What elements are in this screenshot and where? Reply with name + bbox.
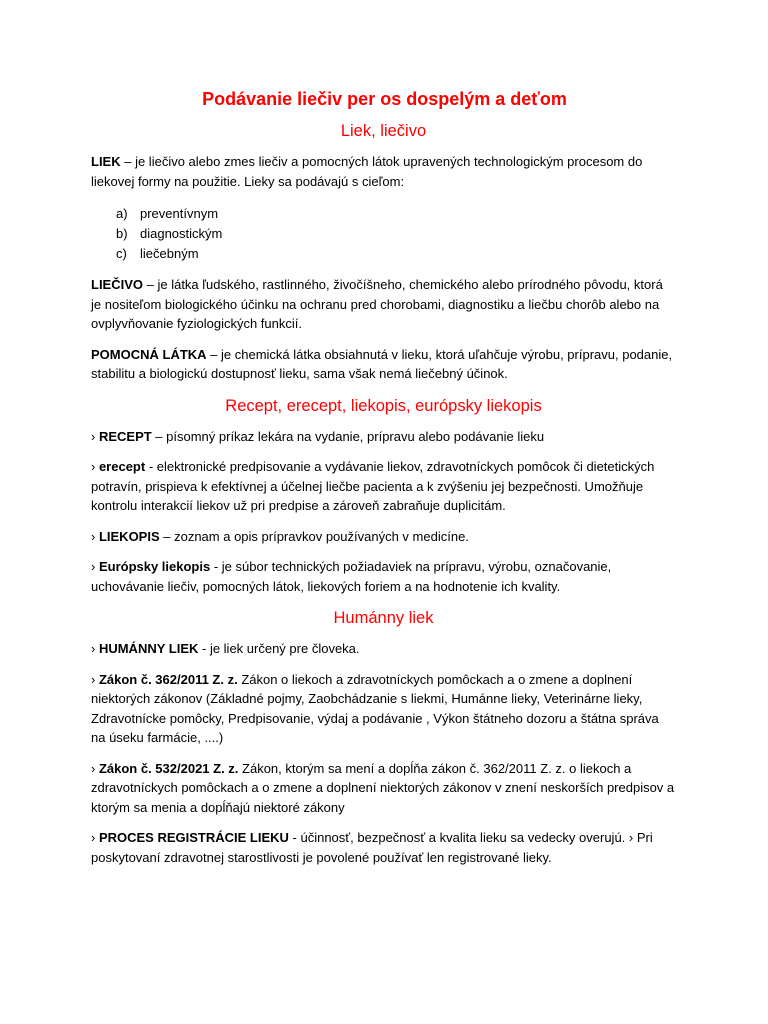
definition-liecivo xyxy=(91,275,676,334)
bullet-marker: › xyxy=(91,428,99,444)
definition-humanny-liek-text: - je liek určený pre človeka. xyxy=(198,641,360,656)
term-liecivo: LIEČIVO xyxy=(91,277,144,292)
bullet-marker: › xyxy=(91,671,99,687)
definition-recept-text: – písomný príkaz lekára na vydanie, prípravu alebo podávanie lieku xyxy=(151,428,545,444)
definition-pomocna-latka xyxy=(91,345,676,384)
list-item-label: diagnostickým xyxy=(140,226,223,241)
definition-europsky-liekopis-text: - je súbor technických požiadaviek na prípravu, výrobu, označovanie, uchovávanie liečiv, pomocných látok, liekových foriem a na hodnotenie ich kvality. xyxy=(91,559,612,594)
bullet-marker: › xyxy=(91,559,99,574)
definition-liek-text: – je liečivo alebo zmes liečiv a pomocných látok upravených technologickým procesom do liekovej formy na použitie. Lieky sa podávajú s cieľom: xyxy=(91,154,643,189)
bullet-marker: › xyxy=(91,641,99,656)
term-liekopis: LIEKOPIS xyxy=(98,528,160,544)
definition-europsky-liekopis xyxy=(91,557,676,596)
law-532-2021-text: Zákon, ktorým sa mení a dopĺňa zákon č. 362/2011 Z. z. o liekoch a zdravotníckych pomôckach a o zmene a doplnení niektorých zákonov v znení neskorších predpisov a ktorým sa menia a dopĺňajú niektoré zákony xyxy=(91,760,675,815)
term-proces-registracie: PROCES REGISTRÁCIE LIEKU xyxy=(98,830,289,845)
bullet-marker: › xyxy=(91,459,99,474)
list-item-label: preventívnym xyxy=(140,206,219,221)
term-humanny-liek: HUMÁNNY LIEK xyxy=(98,641,199,656)
definition-liecivo-text: – je látka ľudského, rastlinného, živočíšneho, chemického alebo prírodného pôvodu, ktorá je nositeľom biologického účinku na ochranu pred chorobami, diagnostiku a liečbu chorôb alebo na ovplyvňovanie fyziologických funkcií. xyxy=(91,277,663,331)
definition-proces-registracie xyxy=(91,828,676,867)
definition-proces-registracie-text: - účinnosť, bezpečnosť a kvalita lieku sa vedecky overujú. › Pri poskytovaní zdravotnej starostlivosti je povolené používať len registrované lieky. xyxy=(91,830,653,865)
term-recept: RECEPT xyxy=(98,428,152,444)
law-362-2011 xyxy=(91,670,676,748)
bullet-marker: › xyxy=(91,760,99,776)
definition-erecept-text: - elektronické predpisovanie a vydávanie liekov, zdravotníckych pomôcok či dietetických potravín, prispieva k efektívnej a účelnej liečbe pacienta a k zvýšeniu jej bezpečnosti. Umožňuje kontrolu interakcií liekov už pri predpise a zároveň zabraňuje duplicitám. xyxy=(91,459,655,513)
list-item-marker: b) xyxy=(116,226,128,241)
law-362-2011-text: Zákon o liekoch a zdravotníckych pomôckach a o zmene a doplnení niektorých zákonov (Základné pojmy, Zaobchádzanie s liekmi, Humánne lieky, Veterinárne lieky, Zdravotnícke pomôcky, Predpisovanie, výdaj a podávanie , Výkon štátneho dozoru a štátna správa na úseku farmácie, ....) xyxy=(91,671,659,745)
definition-erecept xyxy=(91,457,676,516)
list-item-marker: c) xyxy=(116,246,127,261)
purpose-list xyxy=(91,204,676,264)
term-liek: LIEK xyxy=(91,154,121,169)
bullet-marker: › xyxy=(91,528,99,544)
bullet-marker: › xyxy=(91,830,99,845)
list-item xyxy=(116,224,676,244)
list-item-label: liečebným xyxy=(140,246,199,261)
definition-liekopis xyxy=(91,527,676,547)
list-item-marker: a) xyxy=(116,206,128,221)
term-pomocna-latka: POMOCNÁ LÁTKA xyxy=(91,346,207,362)
section-heading-recept: Recept, erecept, liekopis, európsky liekopis xyxy=(225,396,542,415)
term-erecept: erecept xyxy=(98,459,146,474)
term-europsky-liekopis: Európsky liekopis xyxy=(98,559,211,574)
definition-humanny-liek xyxy=(91,639,676,659)
document-title: Podávanie liečiv per os dospelým a deťom xyxy=(202,89,567,109)
definition-pomocna-latka-text: – je chemická látka obsiahnutá v lieku, ktorá uľahčuje výrobu, prípravu, podanie, stabilitu a biologickú dostupnosť lieku, sama však nemá liečebný účinok. xyxy=(91,346,673,381)
section-heading-humanny-liek: Humánny liek xyxy=(333,609,434,627)
definition-liekopis-text: – zoznam a opis prípravkov používaných v medicíne. xyxy=(159,528,469,544)
definition-recept xyxy=(91,427,676,447)
list-item xyxy=(116,244,676,264)
definition-liek xyxy=(91,152,676,191)
law-362-2011-title: Zákon č. 362/2011 Z. z. xyxy=(98,671,238,687)
list-item xyxy=(116,204,676,224)
law-532-2021-title: Zákon č. 532/2021 Z. z. xyxy=(98,760,239,776)
law-532-2021 xyxy=(91,759,676,818)
section-heading-liek-liecivo: Liek, liečivo xyxy=(340,122,427,140)
